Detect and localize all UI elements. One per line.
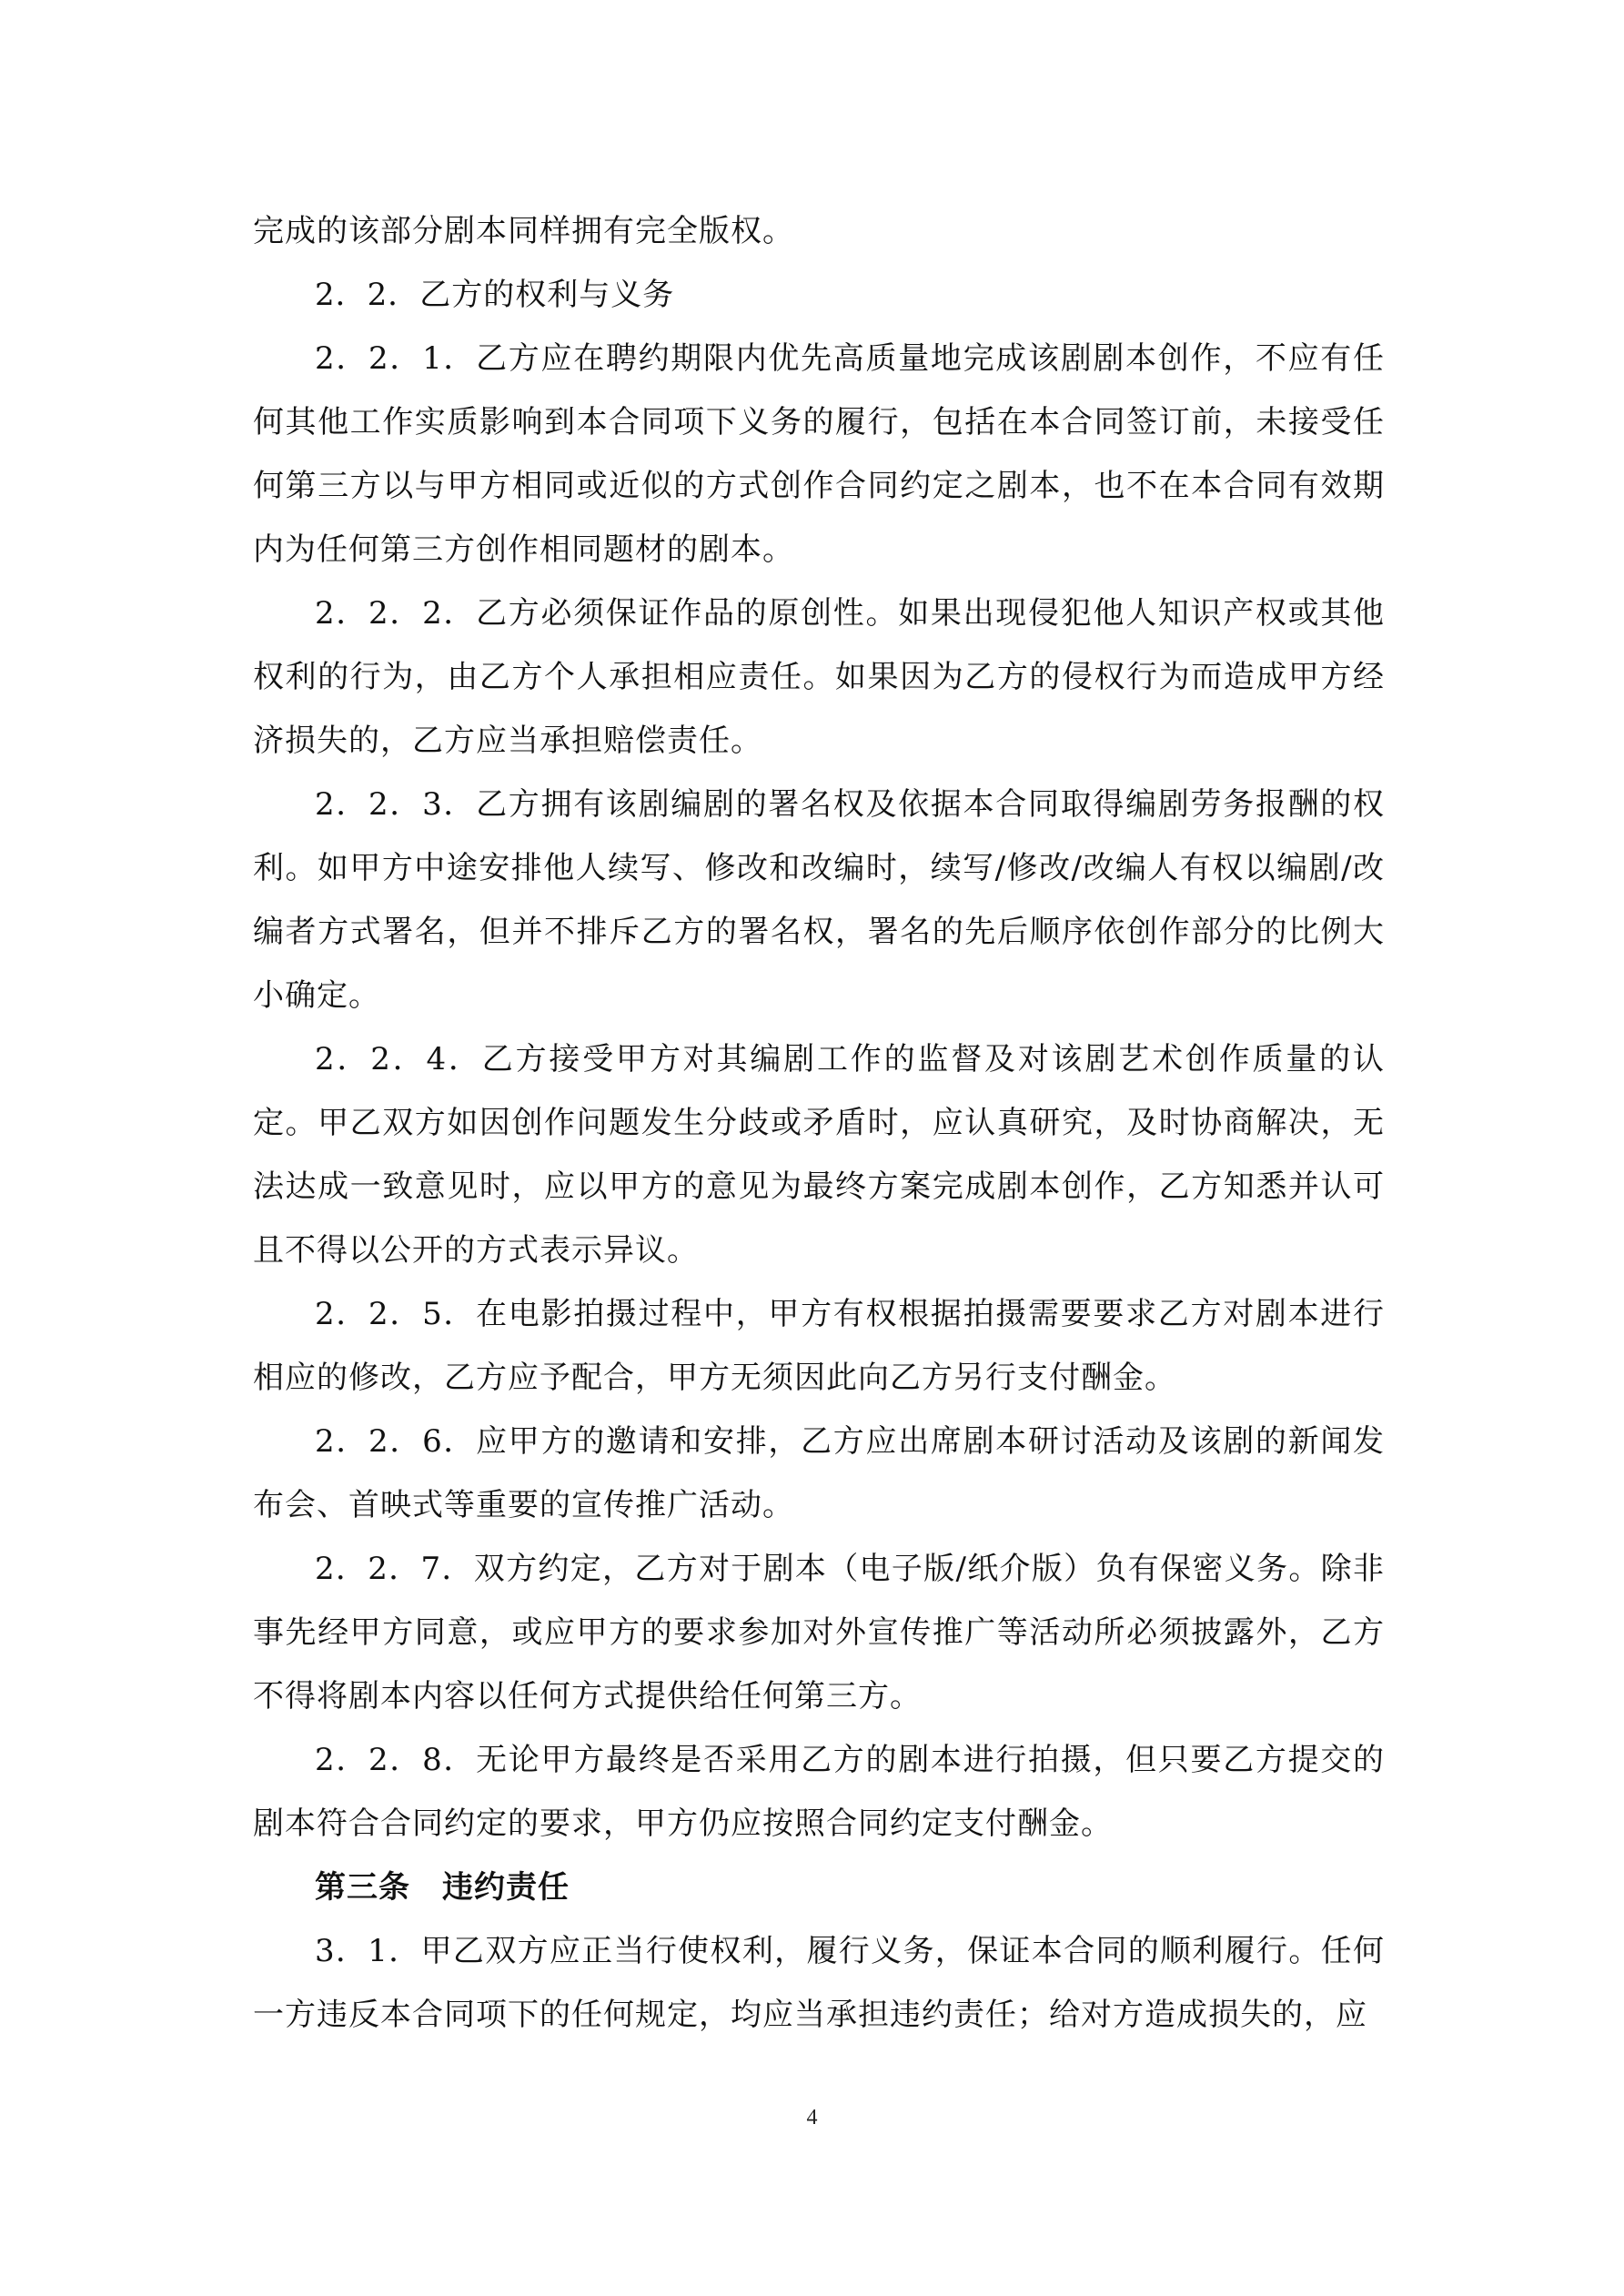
document-body	[253, 199, 1385, 2047]
paragraph-clause-2-2-2: 2．2．2．乙方必须保证作品的原创性。如果出现侵犯他人知识产权或其他权利的行为，由乙方个人承担相应责任。如果因为乙方的侵权行为而造成甲方经济损失的，乙方应当承担赔偿责任。	[253, 595, 1385, 759]
paragraph-clause-2-2-1: 2．2．1．乙方应在聘约期限内优先高质量地完成该剧剧本创作，不应有任何其他工作实质影响到本合同项下义务的履行，包括在本合同签订前，未接受任何第三方以与甲方相同或近似的方式创作合同约定之剧本，也不在本合同有效期内为任何第三方创作相同题材的剧本。	[253, 340, 1385, 568]
section-heading-rights-obligations: 2．2．乙方的权利与义务	[315, 277, 675, 313]
page-number: 4	[806, 2106, 818, 2129]
paragraph-clause-2-2-8: 2．2．8．无论甲方最终是否采用乙方的剧本进行拍摄，但只要乙方提交的剧本符合合同约定的要求，甲方仍应按照合同约定支付酬金。	[253, 1742, 1385, 1842]
paragraph-clause-2-2-5: 2．2．5．在电影拍摄过程中，甲方有权根据拍摄需要要求乙方对剧本进行相应的修改，乙方应予配合，甲方无须因此向乙方另行支付酬金。	[253, 1296, 1385, 1396]
paragraph-clause-3-1: 3．1．甲乙双方应正当行使权利，履行义务，保证本合同的顺利履行。任何一方违反本合同项下的任何规定，均应当承担违约责任；给对方造成损失的，应	[253, 1933, 1385, 2033]
paragraph-clause-2-2-3: 2．2．3．乙方拥有该剧编剧的署名权及依据本合同取得编剧劳务报酬的权利。如甲方中途安排他人续写、修改和改编时，续写/修改/改编人有权以编剧/改编者方式署名，但并不排斥乙方的署名权，署名的先后顺序依创作部分的比例大小确定。	[253, 786, 1385, 1014]
paragraph-clause-2-2-7: 2．2．7．双方约定，乙方对于剧本（电子版/纸介版）负有保密义务。除非事先经甲方同意，或应甲方的要求参加对外宣传推广等活动所必须披露外，乙方不得将剧本内容以任何方式提供给任何第三方。	[253, 1551, 1385, 1714]
article-heading-breach-liability: 第三条 违约责任	[315, 1869, 570, 1906]
paragraph-clause-2-2-4: 2．2．4．乙方接受甲方对其编剧工作的监督及对该剧艺术创作质量的认定。甲乙双方如因创作问题发生分歧或矛盾时，应认真研究，及时协商解决，无法达成一致意见时，应以甲方的意见为最终方案完成剧本创作，乙方知悉并认可且不得以公开的方式表示异议。	[253, 1041, 1385, 1269]
paragraph-copyright-continuation: 完成的该部分剧本同样拥有完全版权。	[253, 213, 794, 249]
paragraph-clause-2-2-6: 2．2．6．应甲方的邀请和安排，乙方应出席剧本研讨活动及该剧的新闻发布会、首映式等重要的宣传推广活动。	[253, 1423, 1385, 1523]
